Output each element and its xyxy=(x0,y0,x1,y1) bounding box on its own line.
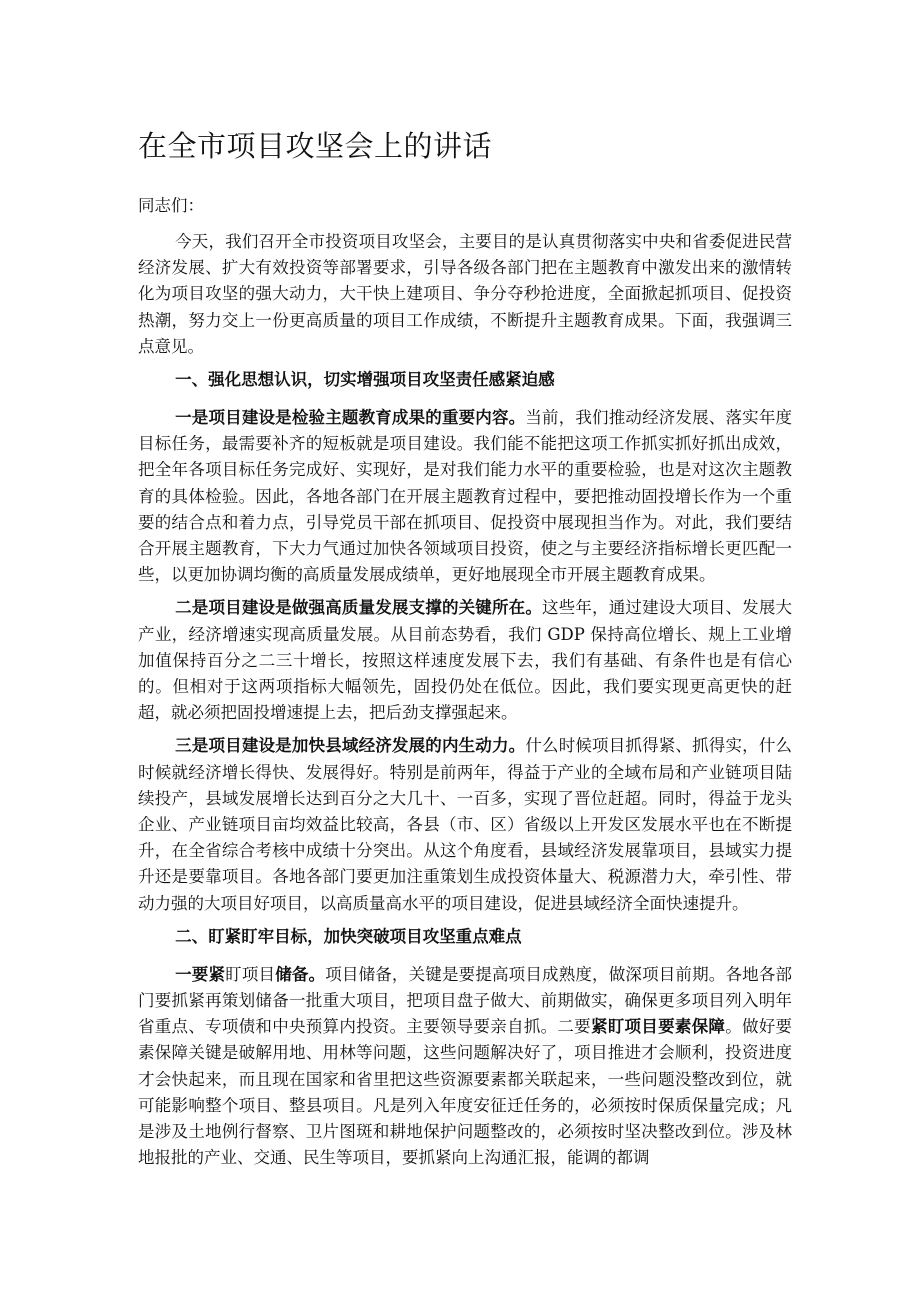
paragraph-body: 这些年，通过建设大项目、发展大产业，经济增速实现高质量发展。从目前态势看，我们 GDP 保持高位增长、规上工业增加值保持百分之二三十增长，按照这样速度发展下去，我们有基础、有条件也是有信心的。但相对于这两项指标大幅领先，固投仍处在低位。因此，我们要实现更高更快的赶超，就必须把固投增速提上去，把后劲支撑强起来。 xyxy=(138,598,793,723)
paragraph-lead: 一是项目建设是检验主题教育成果的重要内容。 xyxy=(175,408,526,428)
intro-paragraph: 今天，我们召开全市投资项目攻坚会，主要目的是认真贯彻落实中央和省委促进民营经济发展、扩大有效投资等部署要求，引导各级各部门把在主题教育中激发出来的激情转化为项目攻坚的强大动力，大干快上建项目、争分夺秒抢进度，全面掀起抓项目、促投资热潮，努力交上一份更高质量的项目工作成绩，不断提升主题教育成果。下面，我强调三点意见。 xyxy=(138,232,792,356)
paragraph-body: 当前，我们推动经济发展、落实年度目标任务，最需要补齐的短板就是项目建设。我们能不能把这项工作抓实抓好抓出成效，把全年各项目标任务完成好、实现好，是对我们能力水平的重要检验，也是对这次主题教育的具体检验。因此，各地各部门在开展主题教育过程中，要把推动固投增长作为一个重要的结合点和着力点，引导党员干部在抓项目、促投资中展现担当作为。对此，我们要结合开展主题教育，下大力气通过加快各领域项目投资，使之与主要经济指标增长更匹配一些，以更加协调均衡的高质量发展成绩单，更好地展现全市开展主题教育成果。 xyxy=(138,408,793,585)
section-heading-2: 二、盯紧盯牢目标，加快突破项目攻坚重点难点 xyxy=(175,926,522,946)
paragraph-lead: 三是项目建设是加快县域经济发展的内生动力。 xyxy=(175,736,526,756)
paragraph-lead: 二是项目建设是做强高质量发展支撑的关键所在。 xyxy=(175,598,543,618)
paragraph-lead-2: 紧盯项目要素保障 xyxy=(590,1017,726,1037)
paragraph-body: 项目储备，关键是要提高项目成熟度，做深项目前期。各地各部门要抓紧再策划储备一批重大项目，把项目盘子做大、前期做实，确保更多项目列入明年省重点、专项债和中央预算内投资。主要领导要亲自抓。二要 xyxy=(138,964,793,1037)
paragraph-lead-plain: 盯项目 xyxy=(225,964,276,984)
paragraph-lead: 储备。 xyxy=(275,964,326,984)
section-heading-1: 一、强化思想认识，切实增强项目攻坚责任感紧迫感 xyxy=(175,370,555,390)
paragraph-body: 。做好要素保障关键是破解用地、用林等问题，这些问题解决好了，项目推进才会顺利，投资进度才会快起来，而且现在国家和省里把这些资源要素都关联起来，一些问题没整改到位，就可能影响整个项目、整县项目。凡是列入年度安征迁任务的，必须按时保质保量完成；凡是涉及土地例行督察、卫片图斑和耕地保护问题整改的，必须按时坚决整改到位。涉及林地报批的产业、交通、民生等项目，要抓紧向上沟通汇报，能调的都调 xyxy=(138,1017,793,1168)
salutation: 同志们： xyxy=(138,196,204,215)
document-title: 在全市项目攻坚会上的讲话 xyxy=(138,129,493,163)
section1-paragraph-2 xyxy=(138,595,792,726)
paragraph-lead: 一要紧 xyxy=(175,964,226,984)
section1-paragraph-1 xyxy=(138,405,792,588)
section2-paragraph-1 xyxy=(138,962,792,1172)
paragraph-body: 什么时候项目抓得紧、抓得实，什么时候就经济增长得快、发展得好。特别是前两年，得益于产业的全域布局和产业链项目陆续投产，县域发展增长达到百分之大几十、一百多，实现了晋位赶超。同时，得益于龙头企业、产业链项目亩均效益比较高，各县（市、区）省级以上开发区发展水平也在不断提升，在全省综合考核中成绩十分突出。从这个角度看，县域经济发展靠项目，县域实力提升还是要靠项目。各地各部门要更加注重策划生成投资体量大、税源潜力大，牵引性、带动力强的大项目好项目，以高质量高水平的项目建设，促进县域经济全面快速提升。 xyxy=(138,736,793,913)
section1-paragraph-3 xyxy=(138,733,792,916)
